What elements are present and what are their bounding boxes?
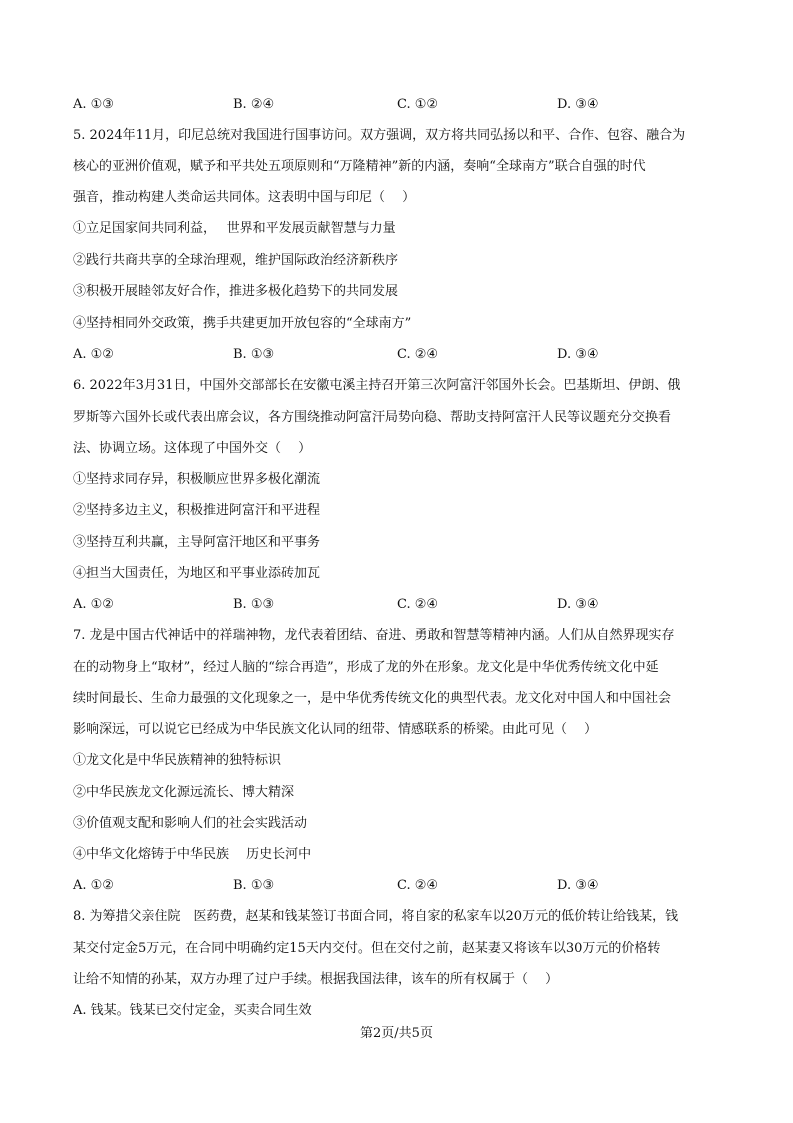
q7-options — [73, 877, 733, 895]
q6-stem-line: 法、协调立场。这体现了中国外交（ ） — [73, 441, 312, 456]
option-b: B. ②④ — [233, 97, 275, 112]
q7-stem-line: 影响深远，可以说它已经成为中华民族文化认同的纽带、情感联系的桥梁。由此可见（ ） — [73, 722, 598, 737]
q6-item: ③坚持互利共赢，主导阿富汗地区和平事务 — [73, 535, 321, 550]
option-a: A. ①② — [73, 878, 114, 893]
option-c: C. ②④ — [397, 878, 439, 893]
q8-stem-line: 让给不知情的孙某，双方办理了过户手续。根据我国法律，该车的所有权属于（ ） — [73, 972, 559, 987]
q6-stem-line: 6. 2022年3月31日，中国外交部部长在安徽屯溪主持召开第三次阿富汗邻国外长会。巴基斯坦、伊朗、俄 — [73, 378, 681, 393]
q5-item: ③积极开展睦邻友好合作，推进多极化趋势下的共同发展 — [73, 284, 399, 299]
page-number: 第2页/共5页 — [360, 1026, 433, 1041]
option-a: A. ①② — [73, 597, 114, 612]
option-b: B. ①③ — [233, 597, 275, 612]
option-c: C. ①② — [397, 97, 439, 112]
q7-item: ④中华文化熔铸于中华民族 历史长河中 — [73, 847, 312, 862]
q7-item: ②中华民族龙文化源远流长、博大精深 — [73, 785, 295, 800]
q5-item: ④坚持相同外交政策，携手共建更加开放包容的“全球南方” — [73, 316, 412, 331]
q7-item: ③价值观支配和影响人们的社会实践活动 — [73, 816, 308, 831]
q5-options — [73, 346, 733, 364]
option-d: D. ③④ — [557, 878, 599, 893]
q8-stem-line: 8. 为筹措父亲住院 医药费，赵某和钱某签订书面合同，将自家的私家车以20万元的低价转让给钱某，钱 — [73, 909, 679, 924]
q5-stem-line: 5. 2024年11月，印尼总统对我国进行国事访问。双方强调，双方将共同弘扬以和平、合作、包容、融合为 — [73, 128, 686, 143]
q7-stem-line: 7. 龙是中国古代神话中的祥瑞神物，龙代表着团结、奋进、勇敢和智慧等精神内涵。人们从自然界现实存 — [73, 628, 675, 643]
q6-item: ④担当大国责任，为地区和平事业添砖加瓦 — [73, 566, 321, 581]
q7-stem-line: 续时间最长、生命力最强的文化现象之一，是中华优秀传统文化的典型代表。龙文化对中国人和中国社会 — [73, 691, 672, 706]
q5-item: ①立足国家间共同利益， 世界和平发展贡献智慧与力量 — [73, 221, 396, 236]
q7-item: ①龙文化是中华民族精神的独特标识 — [73, 753, 282, 768]
q5-item: ②践行共商共享的全球治理观，维护国际政治经济新秩序 — [73, 253, 399, 268]
option-c: C. ②④ — [397, 347, 439, 362]
option-d: D. ③④ — [557, 347, 599, 362]
option-d: D. ③④ — [557, 97, 599, 112]
option-c: C. ②④ — [397, 597, 439, 612]
q5-stem-line: 强音，推动构建人类命运共同体。这表明中国与印尼（ ） — [73, 190, 416, 205]
q4-options — [73, 96, 733, 114]
q6-stem-line: 罗斯等六国外长或代表出席会议，各方围绕推动阿富汗局势向稳、帮助支持阿富汗人民等议题充分交换看 — [73, 410, 672, 425]
q6-options — [73, 596, 733, 614]
q6-item: ②坚持多边主义，积极推进阿富汗和平进程 — [73, 503, 321, 518]
q6-item: ①坚持求同存异，积极顺应世界多极化潮流 — [73, 472, 321, 487]
option-b: B. ①③ — [233, 878, 275, 893]
option-d: D. ③④ — [557, 597, 599, 612]
q5-stem-line: 核心的亚洲价值观，赋予和平共处五项原则和“万隆精神”新的内涵，奏响“全球南方”联合自强的时代 — [73, 159, 646, 174]
q8-option-a: A. 钱某。钱某已交付定金，买卖合同生效 — [73, 1003, 312, 1018]
option-a: A. ①② — [73, 347, 114, 362]
q7-stem-line: 在的动物身上“取材”，经过人脑的“综合再造”，形成了龙的外在形象。龙文化是中华优秀传统文化中延 — [73, 660, 659, 675]
option-b: B. ①③ — [233, 347, 275, 362]
q8-stem-line: 某交付定金5万元，在合同中明确约定15天内交付。但在交付之前，赵某妻又将该车以30万元的价格转 — [73, 941, 661, 956]
option-a: A. ①③ — [73, 97, 114, 112]
